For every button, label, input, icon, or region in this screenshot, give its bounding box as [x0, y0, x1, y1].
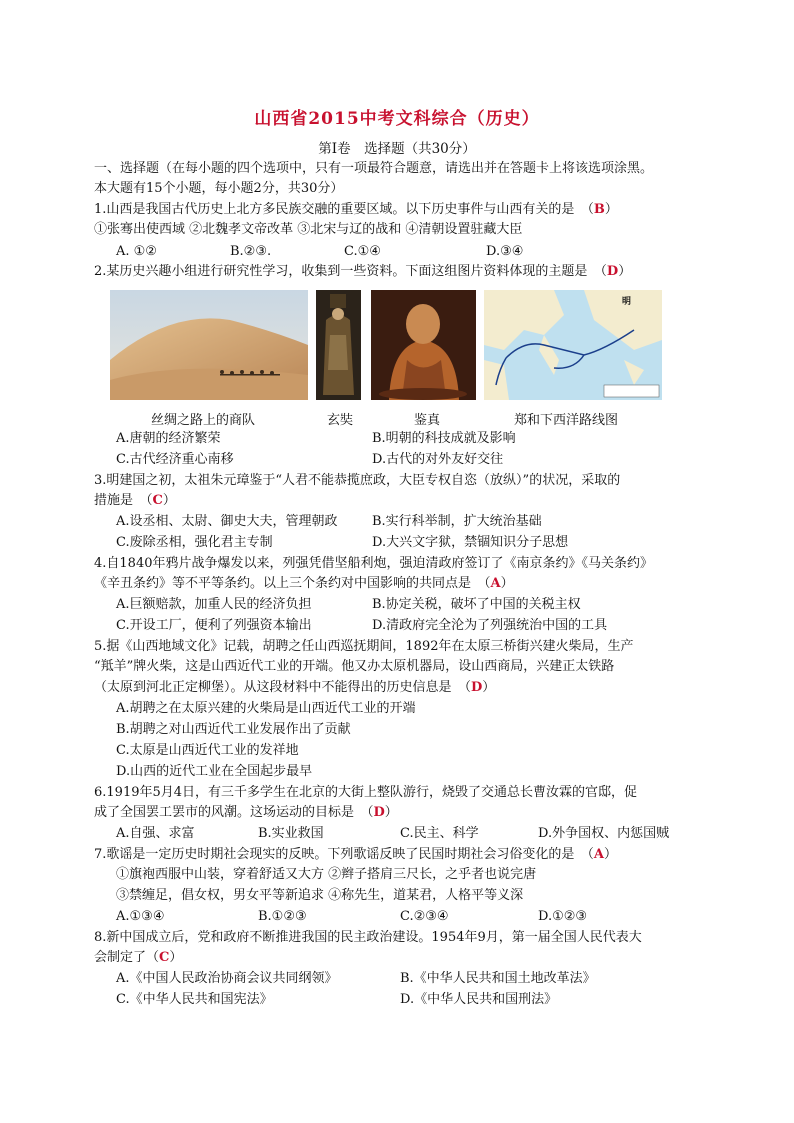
question-3-option-a: A.设丞相、太尉、御史大夫，管理朝政 [116, 514, 338, 529]
question-4-stem-1: 4.自1840年鸦片战争爆发以来，列强凭借坚船利炮，强迫清政府签订了《南京条约》《马关条约》 [94, 556, 653, 571]
intro-line-2: 本大题有15个小题，每小题2分，共30分） [94, 181, 344, 196]
question-3-option-b: B.实行科举制，扩大统治基础 [372, 514, 542, 529]
question-3-option-c: C.废除丞相，强化君主专制 [116, 535, 273, 550]
question-4-answer: A [490, 576, 501, 591]
question-5-option-c: C.太原是山西近代工业的发祥地 [116, 743, 299, 758]
question-5-answer: D [471, 680, 483, 695]
question-2-answer: D [606, 264, 619, 279]
question-6-option-c: C.民主、科学 [400, 826, 479, 841]
question-5-option-a: A.胡聘之在太原兴建的火柴局是山西近代工业的开端 [116, 701, 416, 716]
question-7-material-2: ③禁缠足，倡女权，男女平等新追求 ④称先生，道某君，人格平等义深 [116, 888, 524, 903]
question-4-stem-2: 《辛丑条约》等不平等条约。以上三个条约对中国影响的共同点是 （A） [94, 576, 514, 591]
question-3-stem-1: 3.明建国之初，太祖朱元璋鉴于“人君不能恭揽庶政，大臣专权自恣（放纵）”的状况，采取的 [94, 473, 621, 488]
question-2-option-a: A.唐朝的经济繁荣 [116, 431, 221, 446]
caption-xuanzang: 玄奘 [327, 413, 354, 428]
question-1-option-a: A. ①② [116, 244, 157, 259]
question-8-stem-2: 会制定了（C） [94, 950, 183, 965]
question-7-stem: 7.歌谣是一定历史时期社会现实的反映。下列歌谣反映了民国时期社会习俗变化的是 （A） [94, 847, 618, 862]
question-5-stem-2: “羝羊”牌火柴，这是山西近代工业的开端。他又办太原机器局，设山西商局，兴建正太铁路 [94, 659, 615, 674]
section-subtitle: 第Ⅰ卷 选择题（共30分） [318, 141, 476, 157]
question-2-option-d: D.古代的对外友好交往 [372, 452, 504, 467]
question-5-stem-3: （太原到河北正定柳堡）。从这段材料中不能得出的历史信息是 （D） [94, 680, 496, 695]
question-1-option-d: D.③④ [486, 244, 524, 259]
question-7-option-b: B.①②③ [258, 909, 307, 924]
question-4-option-c: C.开设工厂，便利了列强资本输出 [116, 618, 312, 633]
question-7-option-c: C.②③④ [400, 909, 449, 924]
question-1-material: ①张骞出使西域 ②北魏孝文帝改革 ③北宋与辽的战和 ④清朝设置驻藏大臣 [94, 222, 523, 237]
zhenghe-voyage-map-image [484, 290, 662, 400]
question-8-option-a: A.《中国人民政治协商会议共同纲领》 [116, 971, 338, 986]
page-title: 山西省2015中考文科综合（历史） [254, 109, 540, 129]
question-3-option-d: D.大兴文字狱，禁锢知识分子思想 [372, 535, 569, 550]
silk-road-caravan-image [110, 290, 308, 400]
jianzhen-image [371, 290, 476, 400]
question-7-answer: A [593, 847, 604, 862]
question-8-stem-1: 8.新中国成立后，党和政府不断推进我国的民主政治建设。1954年9月，第一届全国人民代表大 [94, 930, 642, 945]
map-label-ming: 明 [622, 297, 632, 307]
question-4-option-d: D.清政府完全沦为了列强统治中国的工具 [372, 618, 608, 633]
question-6-stem-2: 成了全国罢工罢市的风潮。这场运动的目标是 （D） [94, 805, 398, 820]
question-7-option-a: A.①③④ [116, 909, 165, 924]
question-7-material-1: ①旗袍西服中山装，穿着舒适又大方 ②辫子搭肩三尺长，之乎者也说完唐 [116, 867, 537, 882]
question-1-option-b: B.②③. [230, 244, 272, 259]
question-3-stem-2: 措施是 （C） [94, 493, 176, 508]
caption-caravan: 丝绸之路上的商队 [151, 413, 256, 428]
question-6-answer: D [373, 805, 385, 820]
question-7-option-d: D.①②③ [538, 909, 588, 924]
question-6-option-a: A.自强、求富 [116, 826, 195, 841]
question-6-stem-1: 6.1919年5月4日，有三千多学生在北京的大街上整队游行，烧毁了交通总长曹汝霖的官邸，促 [94, 785, 638, 800]
question-2-option-c: C.古代经济重心南移 [116, 452, 234, 467]
question-6-option-b: B.实业救国 [258, 826, 324, 841]
question-1-answer: B [593, 202, 605, 217]
question-1-option-c: C.①④ [344, 244, 381, 259]
question-2-stem: 2.某历史兴趣小组进行研究性学习，收集到一些资料。下面这组图片资料体现的主题是 （D） [94, 264, 632, 279]
question-3-answer: C [152, 493, 163, 508]
question-8-option-d: D.《中华人民共和国刑法》 [400, 992, 558, 1007]
question-4-option-a: A.巨额赔款，加重人民的经济负担 [116, 597, 312, 612]
question-8-option-c: C.《中华人民共和国宪法》 [116, 992, 273, 1007]
question-5-stem-1: 5.据《山西地域文化》记载，胡聘之任山西巡抚期间，1892年在太原三桥街兴建火柴局，生产 [94, 639, 634, 654]
question-5-option-b: B.胡聘之对山西近代工业发展作出了贡献 [116, 722, 351, 737]
caption-jianzhen: 鉴真 [414, 413, 441, 428]
question-8-answer: C [159, 950, 170, 965]
question-2-option-b: B.明朝的科技成就及影响 [372, 431, 516, 446]
question-5-option-d: D.山西的近代工业在全国起步最早 [116, 764, 313, 779]
xuanzang-image [316, 290, 361, 400]
question-8-option-b: B.《中华人民共和国土地改革法》 [400, 971, 596, 986]
question-1-stem: 1.山西是我国古代历史上北方多民族交融的重要区域。以下历史事件与山西有关的是 （B） [94, 202, 618, 217]
question-6-option-d: D.外争国权、内惩国贼 [538, 826, 670, 841]
intro-line-1: 一、选择题（在每小题的四个选项中，只有一项最符合题意，请选出并在答题卡上将该选项涂黑。 [94, 161, 654, 176]
question-4-option-b: B.协定关税，破坏了中国的关税主权 [372, 597, 581, 612]
caption-map: 郑和下西洋路线图 [514, 413, 619, 428]
